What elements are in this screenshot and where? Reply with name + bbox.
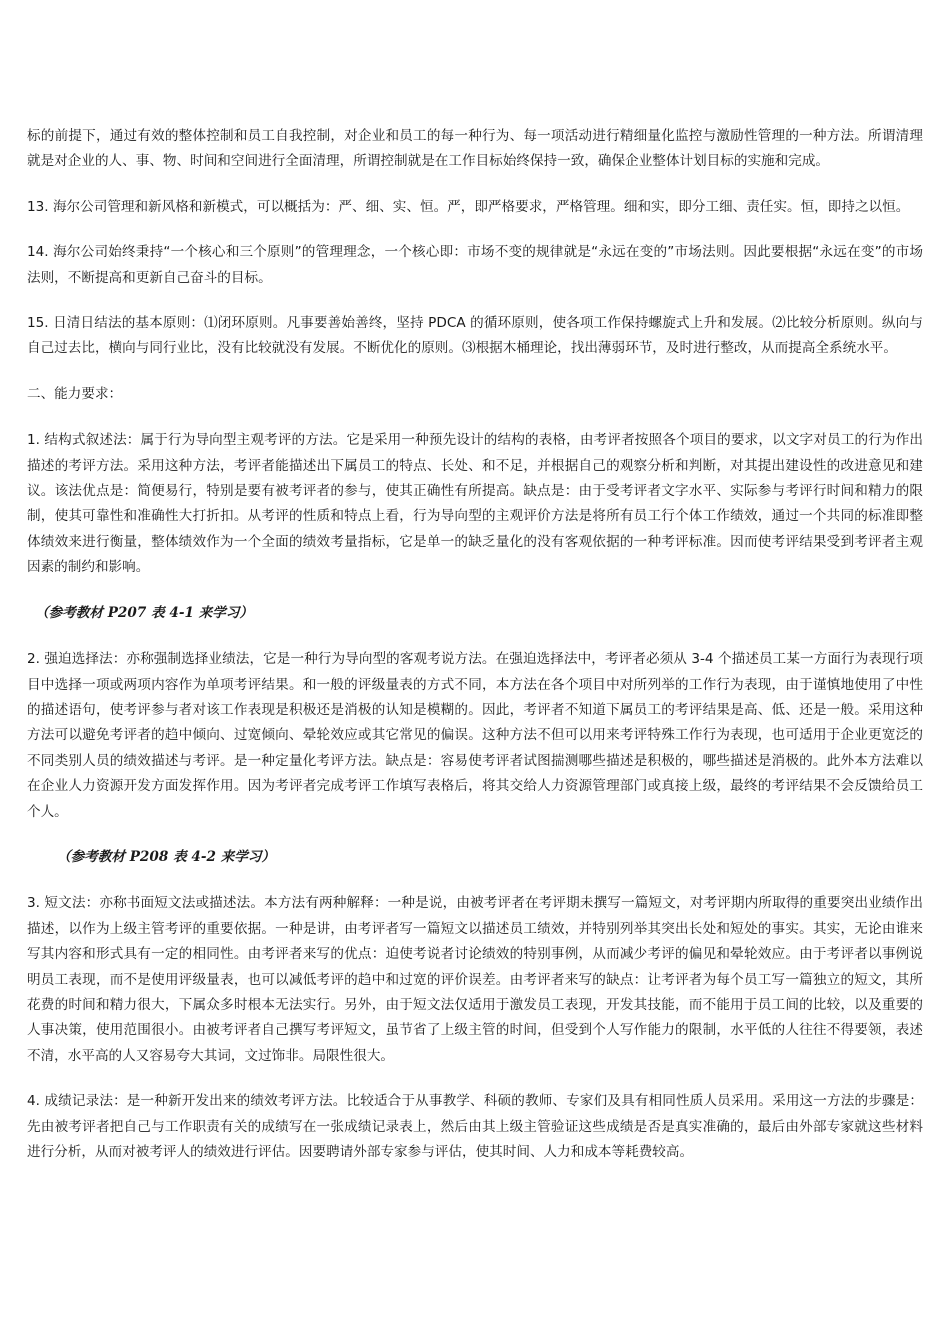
document-page (27, 124, 923, 1185)
paragraph-intro: 标的前提下，通过有效的整体控制和员工自我控制，对企业和员工的每一种行为、每一项活动进行精细量化监控与激励性管理的一种方法。所谓清理就是对企业的人、事、物、时间和空间进行全面清理，所谓控制就是在工作目标始终保持一致，确保企业整体计划目标的实施和完成。 (27, 128, 923, 170)
paragraph-item-13: 13. 海尔公司管理和新风格和新模式，可以概括为：严、细、实、恒。严，即严格要求，严格管理。细和实，即分工细、责任实。恒，即持之以恒。 (27, 198, 910, 215)
paragraph-method-3: 3. 短文法：亦称书面短文法或描述法。本方法有两种解释：一种是说，由被考评者在考评期未撰写一篇短文，对考评期内所取得的重要突出业绩作出描述，以作为上级主管考评的重要依据。一种是讲，由考评者写一篇短文以描述员工绩效，并特别列举其突出长处和短处的事实。其实，无论由谁来写其内容和形式具有一定的相同性。由考评者来写的优点：迫使考说者讨论绩效的特别事例，从而减少考评的偏见和晕轮效应。由于考评者以事例说明员工表现，而不是使用评级量表，也可以减低考评的趋中和过宽的评价误差。由考评者来写的缺点：让考评者为每个员工写一篇独立的短文，其所花费的时间和精力很大，下属众多时根本无法实行。另外，由于短文法仅适用于激发员工表现，开发其技能，而不能用于员工间的比较，以及重要的人事决策，使用范围很小。由被考评者自己撰写考评短文，虽节省了上级主管的时间，但受到个人写作能力的限制，水平低的人往往不得要领，表述不清，水平高的人又容易夸大其词，文过饰非。局限性很大。 (27, 895, 923, 1064)
paragraph-method-1: 1. 结构式叙述法：属于行为导向型主观考评的方法。它是采用一种预先设计的结构的表格，由考评者按照各个项目的要求，以文字对员工的行为作出描述的考评方法。采用这种方法，考评者能描述出下属员工的特点、长处、和不足，并根据自己的观察分析和判断，对其提出建设性的改进意见和建议。该法优点是：简便易行，特别是要有被考评者的参与，使其正确性有所提高。缺点是：由于受考评者文字水平、实际参与考评行时间和精力的限制，使其可靠性和准确性大打折扣。从考评的性质和特点上看，行为导向型的主观评价方法是将所有员工行个体工作绩效，通过一个共同的标准即整体绩效来进行衡量，整体绩效作为一个全面的绩效考量指标，它是单一的缺乏量化的没有客观依据的一种考评标准。因而使考评结果受到考评者主观因素的制约和影响。 (27, 432, 923, 576)
reference-note-2: （参考教材 P208 表 4-2 来学习） (57, 848, 276, 865)
section-heading: 二、能力要求： (27, 385, 123, 402)
reference-note-1: （参考教材 P207 表 4-1 来学习） (35, 604, 254, 621)
paragraph-method-4: 4. 成绩记录法：是一种新开发出来的绩效考评方法。比较适合于从事教学、科硕的教师、专家们及具有相同性质人员采用。采用这一方法的步骤是：先由被考评者把自己与工作职责有关的成绩写在一张成绩记录表上，然后由其上级主管验证这些成绩是否是真实准确的，最后由外部专家就这些材料进行分析，从而对被考评人的绩效进行评估。因要聘请外部专家参与评估，使其时间、人力和成本等耗费较高。 (27, 1093, 923, 1160)
paragraph-item-14: 14. 海尔公司始终秉持“一个核心和三个原则”的管理理念，一个核心即：市场不变的规律就是“永远在变的”市场法则。因此要根据“永远在变”的市场法则，不断提高和更新自己奋斗的目标。 (27, 244, 923, 286)
paragraph-item-15: 15. 日清日结法的基本原则：⑴闭环原则。凡事要善始善终，坚持 PDCA 的循环原则，使各项工作保持螺旋式上升和发展。⑵比较分析原则。纵向与自己过去比，横向与同行业比，没有比较就没有发展。不断优化的原则。⑶根据木桶理论，找出薄弱环节，及时进行整改，从而提高全系统水平。 (27, 315, 923, 357)
paragraph-method-2: 2. 强迫选择法：亦称强制选择业绩法，它是一种行为导向型的客观考说方法。在强迫选择法中，考评者必须从 3-4 个描述员工某一方面行为表现行项目中选择一项或两项内容作为单项考评结果。和一般的评级量表的方式不同，本方法在各个项目中对所列举的工作行为表现，由于谨慎地使用了中性的描述语句，使考评参与者对该工作表现是积极还是消极的认知是模糊的。因此，考评者不知道下属员工的考评结果是高、低、还是一般。采用这种方法可以避免考评者的趋中倾向、过宽倾向、晕轮效应或其它常见的偏误。这种方法不但可以用来考评特殊工作行为表现，也可适用于企业更宽泛的不同类别人员的绩效描述与考评。是一种定量化考评方法。缺点是：容易使考评者试图揣测哪些描述是积极的，哪些描述是消极的。此外本方法难以在企业人力资源开发方面发挥作用。因为考评者完成考评工作填写表格后，将其交给人力资源管理部门或真接上级，最终的考评结果不会反馈给员工个人。 (27, 651, 923, 820)
